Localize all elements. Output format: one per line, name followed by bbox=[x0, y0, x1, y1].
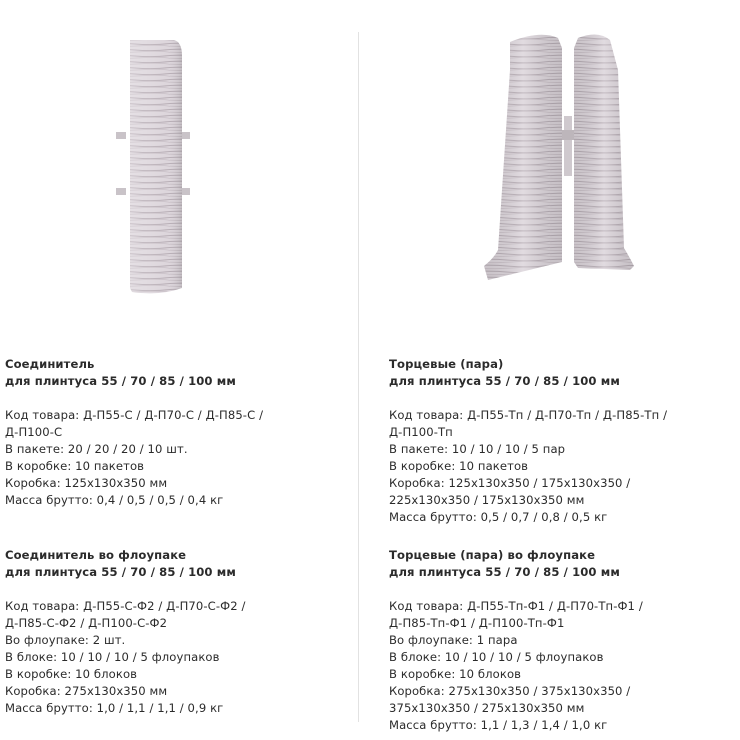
spec-line: Код товара: Д-П55-Тп / Д-П70-Тп / Д-П85-Тп / bbox=[389, 408, 668, 422]
spec-line: Код товара: Д-П55-С-Ф2 / Д-П70-С-Ф2 / bbox=[5, 599, 246, 613]
product-subtitle: для плинтуса 55 / 70 / 85 / 100 мм bbox=[5, 565, 236, 579]
spec-line: Д-П100-Тп bbox=[389, 425, 453, 439]
spec-line: Код товара: Д-П55-Тп-Ф1 / Д-П70-Тп-Ф1 / bbox=[389, 599, 643, 613]
product-subtitle: для плинтуса 55 / 70 / 85 / 100 мм bbox=[389, 374, 620, 388]
product-title: Торцевые (пара) bbox=[389, 357, 504, 371]
spec-line: Во флоупаке: 2 шт. bbox=[5, 633, 126, 647]
spec-line: Коробка: 275х130х350 / 375х130х350 / bbox=[389, 684, 631, 698]
spec-line: В блоке: 10 / 10 / 10 / 5 флоупаков bbox=[5, 650, 220, 664]
spec-line: Масса брутто: 1,0 / 1,1 / 1,1 / 0,9 кг bbox=[5, 701, 224, 715]
spec-line: Коробка: 125х130х350 / 175х130х350 / bbox=[389, 476, 631, 490]
spec-line: Масса брутто: 1,1 / 1,3 / 1,4 / 1,0 кг bbox=[389, 718, 608, 732]
product-title: Торцевые (пара) во флоупаке bbox=[389, 548, 596, 562]
spec-line: 375х130х350 / 275х130х350 мм bbox=[389, 701, 585, 715]
spec-line: Д-П100-С bbox=[5, 425, 63, 439]
spec-line: В коробке: 10 блоков bbox=[389, 667, 522, 681]
spec-line: Коробка: 125х130х350 мм bbox=[5, 476, 168, 490]
spec-line: Масса брутто: 0,5 / 0,7 / 0,8 / 0,5 кг bbox=[389, 510, 608, 524]
product-subtitle: для плинтуса 55 / 70 / 85 / 100 мм bbox=[389, 565, 620, 579]
product-subtitle: для плинтуса 55 / 70 / 85 / 100 мм bbox=[5, 374, 236, 388]
spec-line: В пакете: 10 / 10 / 10 / 5 пар bbox=[389, 442, 566, 456]
spec-line: В блоке: 10 / 10 / 10 / 5 флоупаков bbox=[389, 650, 604, 664]
spec-line: Масса брутто: 0,4 / 0,5 / 0,5 / 0,4 кг bbox=[5, 493, 224, 507]
spec-line: В коробке: 10 пакетов bbox=[5, 459, 145, 473]
spec-line: В коробке: 10 блоков bbox=[5, 667, 138, 681]
endcaps-info bbox=[389, 356, 667, 526]
spec-line: В пакете: 20 / 20 / 20 / 10 шт. bbox=[5, 442, 188, 456]
endcaps-image bbox=[470, 30, 640, 290]
spec-line: Во флоупаке: 1 пара bbox=[389, 633, 518, 647]
spec-line: В коробке: 10 пакетов bbox=[389, 459, 529, 473]
spec-line: 225х130х350 / 175х130х350 мм bbox=[389, 493, 585, 507]
spec-line: Код товара: Д-П55-С / Д-П70-С / Д-П85-С / bbox=[5, 408, 264, 422]
product-title: Соединитель во флоупаке bbox=[5, 548, 187, 562]
spec-line: Д-П85-Тп-Ф1 / Д-П100-Тп-Ф1 bbox=[389, 616, 565, 630]
connector-info bbox=[5, 356, 263, 509]
endcaps-flow-info bbox=[389, 547, 643, 734]
spec-line: Д-П85-С-Ф2 / Д-П100-С-Ф2 bbox=[5, 616, 168, 630]
connector-image bbox=[100, 30, 210, 300]
connector-flow-info bbox=[5, 547, 246, 717]
column-divider bbox=[358, 32, 359, 722]
product-title: Соединитель bbox=[5, 357, 95, 371]
spec-line: Коробка: 275х130х350 мм bbox=[5, 684, 168, 698]
